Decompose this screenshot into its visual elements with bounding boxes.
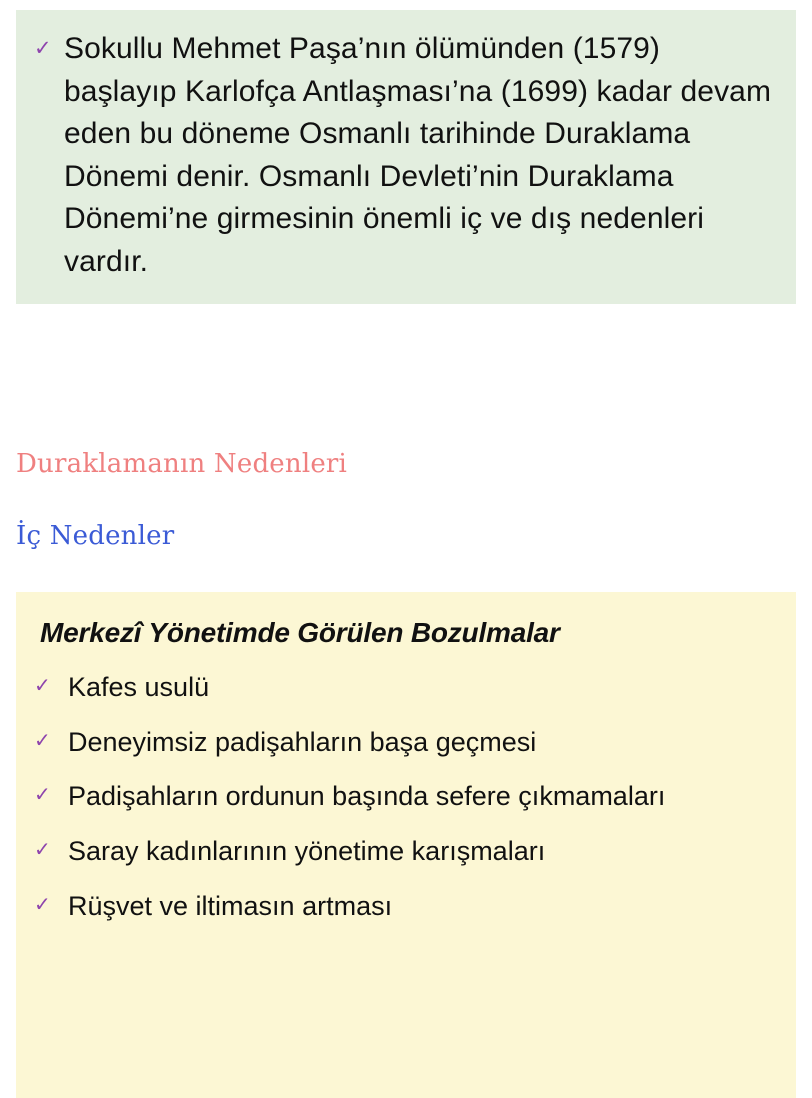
list-item-label: Saray kadınlarının yönetime karışmaları bbox=[68, 836, 546, 867]
intro-callout bbox=[16, 10, 796, 304]
section-heading-sub: İç Nedenler bbox=[16, 521, 175, 551]
check-icon: ✓ bbox=[34, 37, 52, 60]
list-item-label: Kafes usulü bbox=[68, 672, 210, 702]
intro-paragraph: Sokullu Mehmet Paşa’nın ölümünden (1579) başlayıp Karlofça Antlaşması’na (1699) kadar devam eden bu döneme Osmanlı tarihinde Duraklama Dönemi denir. Osmanlı Devleti’nin Duraklama Dönemi’ne girmesinin önemli iç ve dış nedenleri vardır. bbox=[64, 32, 772, 278]
check-icon: ✓ bbox=[34, 839, 51, 862]
check-icon: ✓ bbox=[34, 675, 51, 697]
check-icon: ✓ bbox=[34, 784, 51, 807]
list-item bbox=[34, 778, 776, 815]
callout-title: Merkezî Yönetimde Görülen Bozulmalar bbox=[40, 617, 560, 648]
section-heading-main: Duraklamanın Nedenleri bbox=[16, 449, 348, 479]
intro-row bbox=[34, 28, 774, 284]
check-icon: ✓ bbox=[34, 893, 51, 916]
list-item-label: Padişahların ordunun başında sefere çıkmamaları bbox=[68, 781, 666, 812]
list-item bbox=[34, 724, 776, 761]
list-item-label: Rüşvet ve iltimasın artması bbox=[68, 890, 393, 921]
list-item bbox=[34, 833, 776, 870]
list-item bbox=[34, 888, 776, 925]
list-item-label: Deneyimsiz padişahların başa geçmesi bbox=[68, 726, 537, 757]
check-icon: ✓ bbox=[34, 729, 51, 752]
internal-causes-callout bbox=[16, 592, 796, 1098]
list-item bbox=[34, 669, 776, 706]
